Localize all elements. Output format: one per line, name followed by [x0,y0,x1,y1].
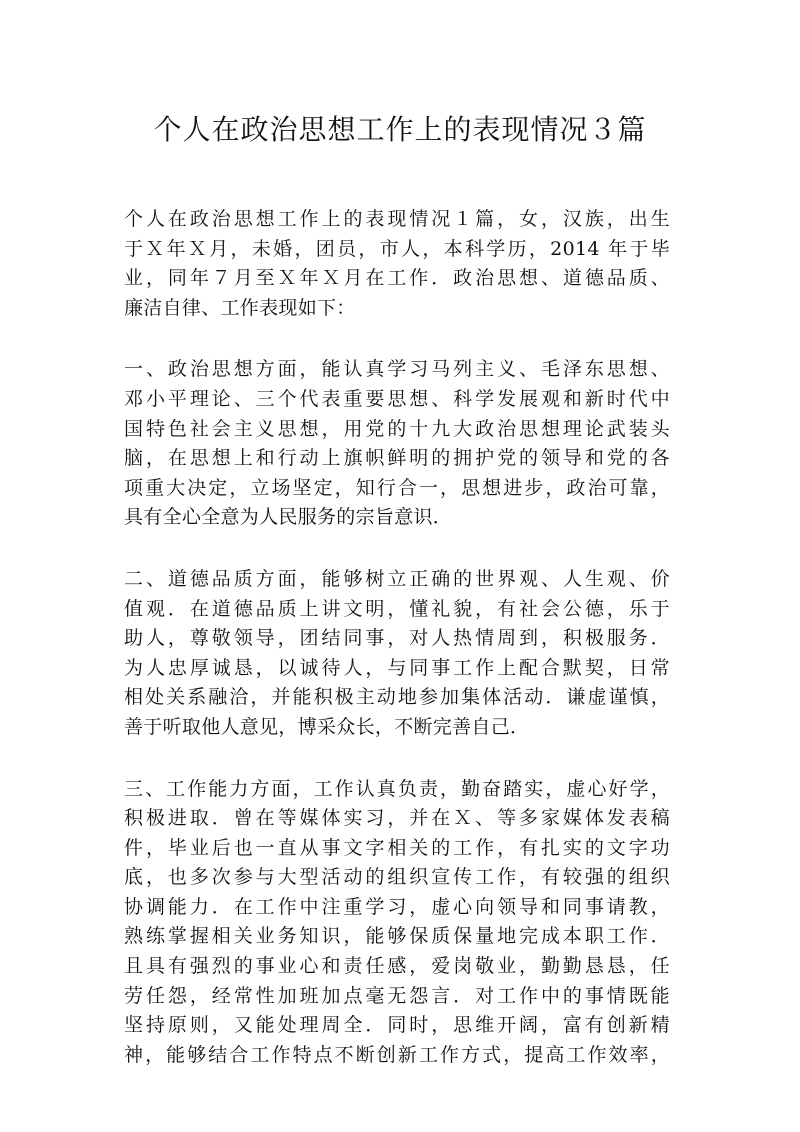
text-line: 业，同年７月至Ｘ年Ｘ月在工作．政治思想、道德品质、 [124,267,670,290]
text-line: 且具有强烈的事业心和责任感，爱岗敬业，勤勤恳恳，任 [124,955,670,978]
text-line: 廉洁自律、工作表现如下： [124,296,356,319]
text-line: 底，也多次参与大型活动的组织宣传工作，有较强的组织 [124,866,670,889]
document-title: 个人在政治思想工作上的表现情况３篇 [153,113,647,146]
text-line: 脑，在思想上和行动上旗帜鲜明的拥护党的领导和党的各 [124,447,670,470]
text-line: 项重大决定，立场坚定，知行合一，思想进步，政治可靠， [124,476,670,499]
paragraph-political-thought [124,355,670,533]
text-line: 个人在政治思想工作上的表现情况１篇，女，汉族，出生 [124,208,670,230]
text-line: 相处关系融洽，并能积极主动地参加集体活动．谦虚谨慎， [124,686,670,709]
text-line: 件，毕业后也一直从事文字相关的工作，有扎实的文字功 [124,836,670,859]
text-line: 协调能力．在工作中注重学习，虚心向领导和同事请教， [124,895,670,918]
text-line: 国特色社会主义思想，用党的十九大政治思想理论武装头 [124,417,670,440]
text-line: 熟练掌握相关业务知识，能够保质保量地完成本职工作． [124,925,670,948]
text-line: 助人，尊敬领导，团结同事，对人热情周到，积极服务． [124,627,670,650]
paragraph-moral-quality [124,565,670,743]
text-line: 神，能够结合工作特点不断创新工作方式，提高工作效率， [124,1043,670,1066]
text-line: 三、工作能力方面，工作认真负责，勤奋踏实，虚心好学， [124,777,670,800]
text-line: 值观．在道德品质上讲文明，懂礼貌，有社会公德，乐于 [124,597,670,620]
text-line: 坚持原则，又能处理周全．同时，思维开阔，富有创新精 [124,1014,670,1037]
text-line: 二、道德品质方面，能够树立正确的世界观、人生观、价 [124,567,670,590]
text-line: 为人忠厚诚恳，以诚待人，与同事工作上配合默契，日常 [124,656,670,679]
paragraph-intro [124,205,670,323]
text-line: 积极进取．曾在等媒体实习，并在Ｘ、等多家媒体发表稿 [124,807,670,830]
text-line: 一、政治思想方面，能认真学习马列主义、毛泽东思想、 [124,358,670,381]
text-line: 于Ｘ年Ｘ月，未婚，团员，市人，本科学历，2014 年于毕 [124,237,670,260]
text-line: 邓小平理论、三个代表重要思想、科学发展观和新时代中 [124,387,670,410]
text-line: 具有全心全意为人民服务的宗旨意识． [124,506,453,529]
text-line: 劳任怨，经常性加班加点毫无怨言．对工作中的事情既能 [124,984,670,1007]
paragraph-work-ability [124,775,670,1071]
document-body [124,205,670,1102]
text-line: 善于听取他人意见，博采众长，不断完善自己． [124,715,530,738]
